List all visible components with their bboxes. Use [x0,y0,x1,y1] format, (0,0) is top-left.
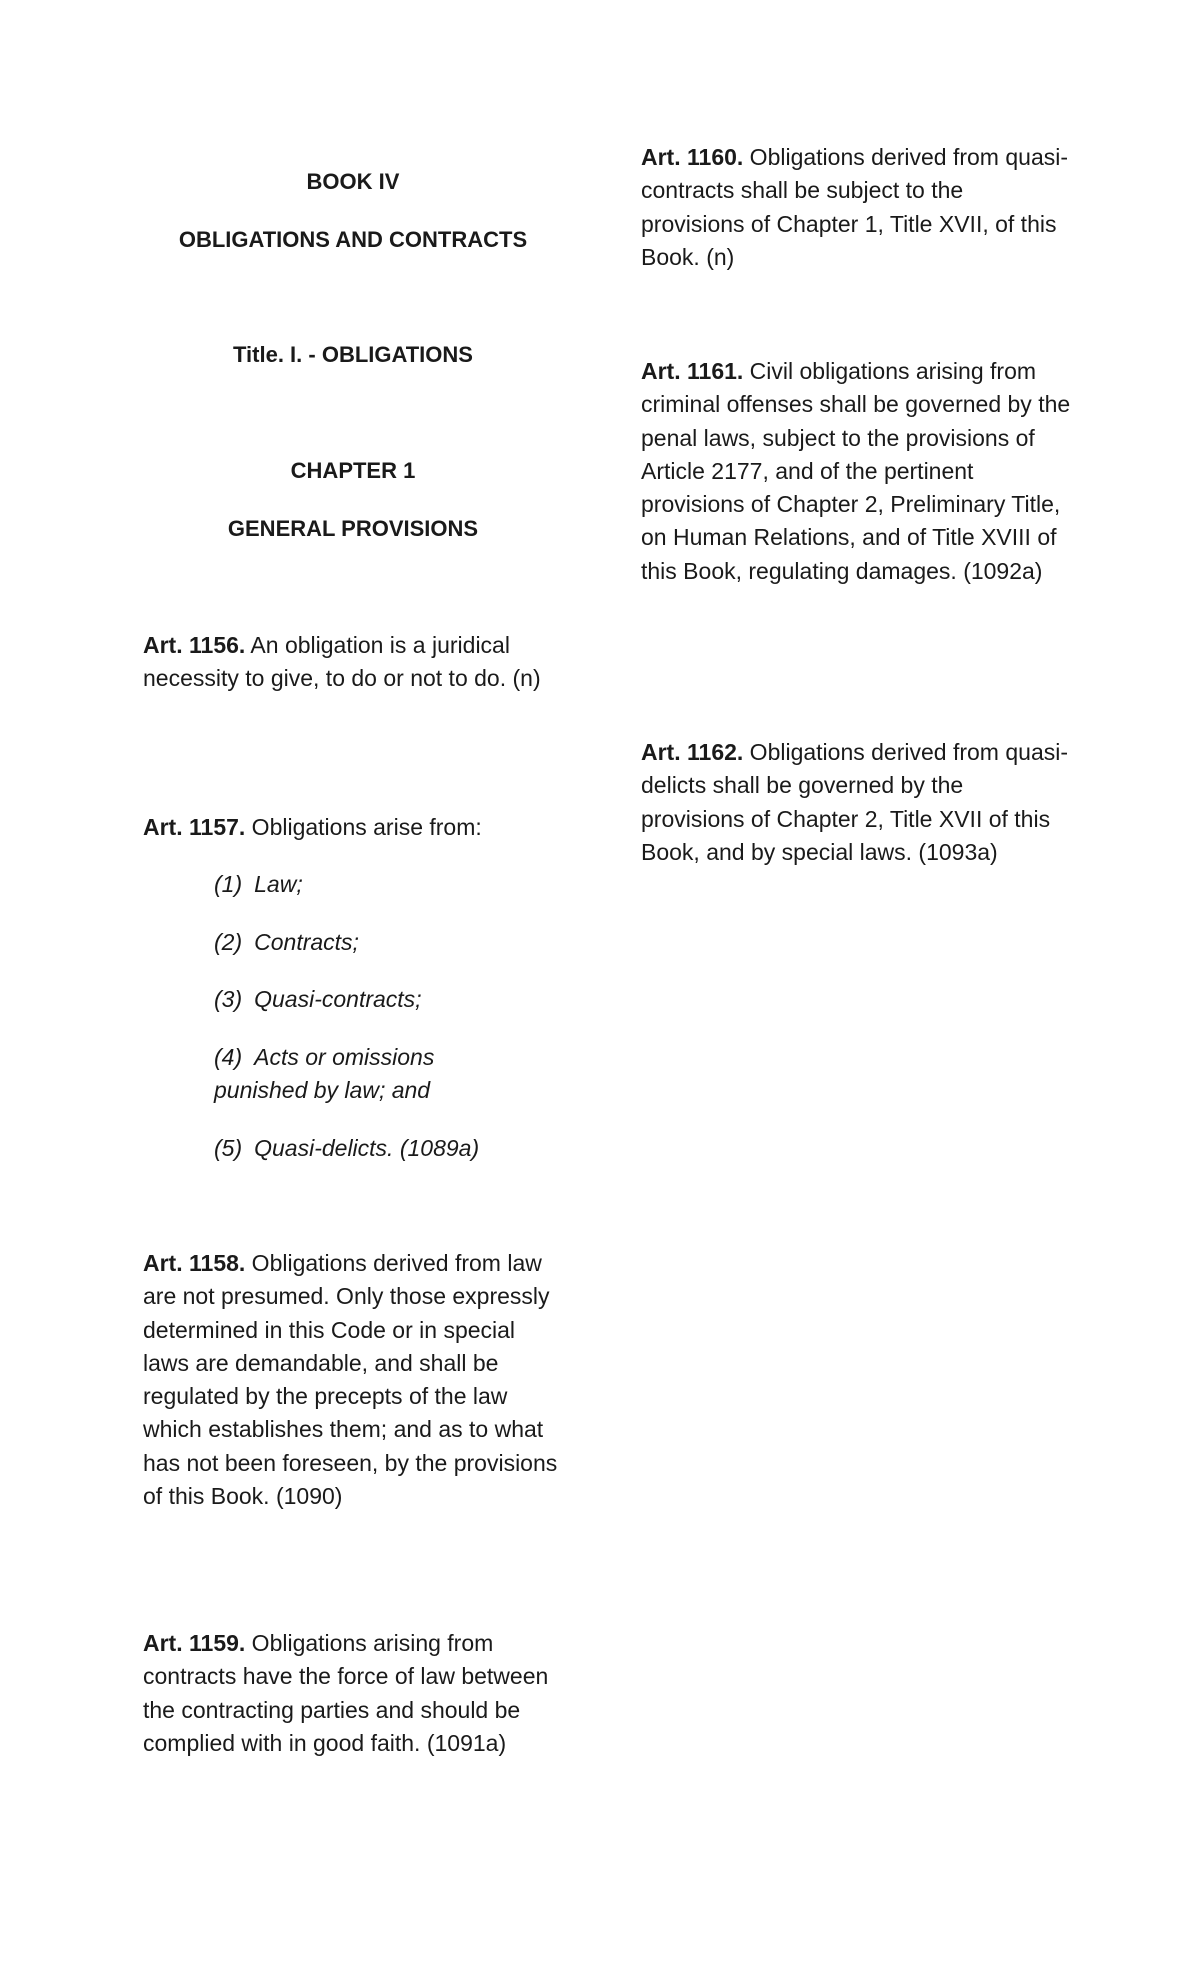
list-item [214,1041,514,1108]
chapter-heading: CHAPTER 1 [290,458,416,483]
book-subtitle: OBLIGATIONS AND CONTRACTS [178,227,528,252]
list-item [214,926,514,959]
list-item-text: Contracts; [254,929,359,955]
article-number: Art. 1161. [641,358,744,384]
list-item-number: (1) [214,871,243,897]
title-heading: Title. I. - OBLIGATIONS [233,342,473,367]
list-item-number: (5) [214,1135,243,1161]
article-1162 [641,736,1071,869]
list-item-text: Quasi-contracts; [254,986,422,1012]
article-1158 [143,1247,563,1513]
list-item-text: Quasi-delicts. (1089a) [254,1135,480,1161]
article-number: Art. 1157. [143,814,246,840]
article-text: Obligations derived from quasi-contracts shall be subject to the provisions of Chapter 1, Title XVII, of this Book. (n) [641,144,1069,270]
article-text: An obligation is a juridical necessity to give, to do or not to do. (n) [143,632,541,692]
article-1160 [641,141,1071,274]
list-item-text: Acts or omissions punished by law; and [214,1044,435,1104]
article-text: Obligations derived from law are not presumed. Only those expressly determined in this Code or in special laws are demandable, and shall be regulated by the precepts of the law which establishes them; and as to what has not been foreseen, by the provisions of this Book. (1090) [143,1250,558,1510]
article-text: Obligations derived from quasi-delicts shall be governed by the provisions of Chapter 2, Title XVII of this Book, and by special laws. (1093a) [641,739,1069,865]
list-item-number: (3) [214,986,243,1012]
article-1159 [143,1627,563,1760]
article-number: Art. 1162. [641,739,744,765]
list-item-number: (4) [214,1044,243,1070]
list-item-text: Law; [254,871,303,897]
chapter-subtitle: GENERAL PROVISIONS [227,516,479,541]
book-title: BOOK IV [306,169,400,194]
article-number: Art. 1159. [143,1630,246,1656]
article-text: Obligations arising from contracts have the force of law between the contracting parties and should be complied with in good faith. (1091a) [143,1630,549,1756]
article-number: Art. 1160. [641,144,744,170]
list-item [214,868,514,901]
list-item-number: (2) [214,929,243,955]
list-item [214,983,514,1016]
article-text: Obligations arise from: [245,814,482,840]
article-number: Art. 1156. [143,632,246,658]
article-number: Art. 1158. [143,1250,246,1276]
article-text: Civil obligations arising from criminal offenses shall be governed by the penal laws, subject to the provisions of Article 2177, and of the pertinent provisions of Chapter 2, Preliminary Title, on Human Relations, and of Title XVIII of this Book, regulating damages. (1092a) [641,358,1071,584]
list-item [214,1132,514,1165]
article-1157 [143,811,563,844]
article-1156 [143,629,563,696]
article-1161 [641,355,1071,588]
